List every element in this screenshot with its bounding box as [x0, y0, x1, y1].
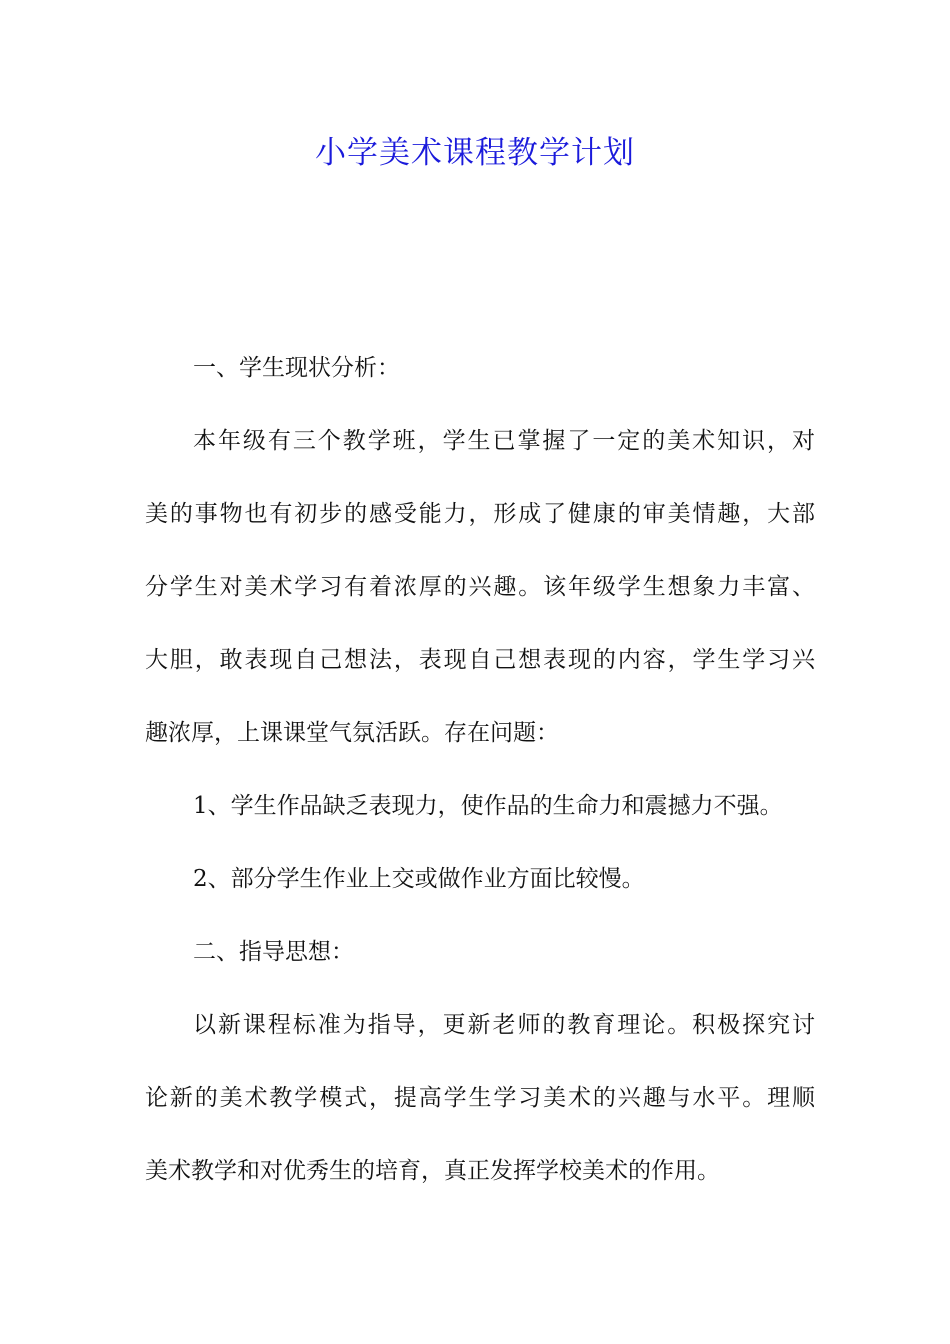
list-item-problem-2: 2、部分学生作业上交或做作业方面比较慢。 — [193, 866, 645, 892]
paragraph-line: 美术教学和对优秀生的培育，真正发挥学校美术的作用。 — [145, 1158, 720, 1184]
paragraph-line: 本年级有三个教学班，学生已掌握了一定的美术知识，对 — [193, 428, 815, 454]
section-heading-student-status: 一、学生现状分析： — [193, 355, 400, 381]
document-body — [145, 332, 815, 1208]
section-heading-guiding-ideology: 二、指导思想： — [193, 939, 354, 965]
paragraph-line: 趣浓厚，上课课堂气氛活跃。存在问题： — [145, 720, 559, 746]
paragraph-line: 美的事物也有初步的感受能力，形成了健康的审美情趣，大部 — [145, 501, 815, 527]
paragraph-line: 以新课程标准为指导，更新老师的教育理论。积极探究讨 — [193, 1012, 815, 1038]
document-title: 小学美术课程教学计划 — [315, 135, 635, 171]
paragraph-line: 论新的美术教学模式，提高学生学习美术的兴趣与水平。理顺 — [145, 1085, 815, 1111]
list-item-problem-1: 1、学生作品缺乏表现力，使作品的生命力和震撼力不强。 — [193, 793, 783, 819]
paragraph-line: 分学生对美术学习有着浓厚的兴趣。该年级学生想象力丰富、 — [145, 574, 815, 600]
paragraph-line: 大胆，敢表现自己想法，表现自己想表现的内容，学生学习兴 — [145, 647, 815, 673]
